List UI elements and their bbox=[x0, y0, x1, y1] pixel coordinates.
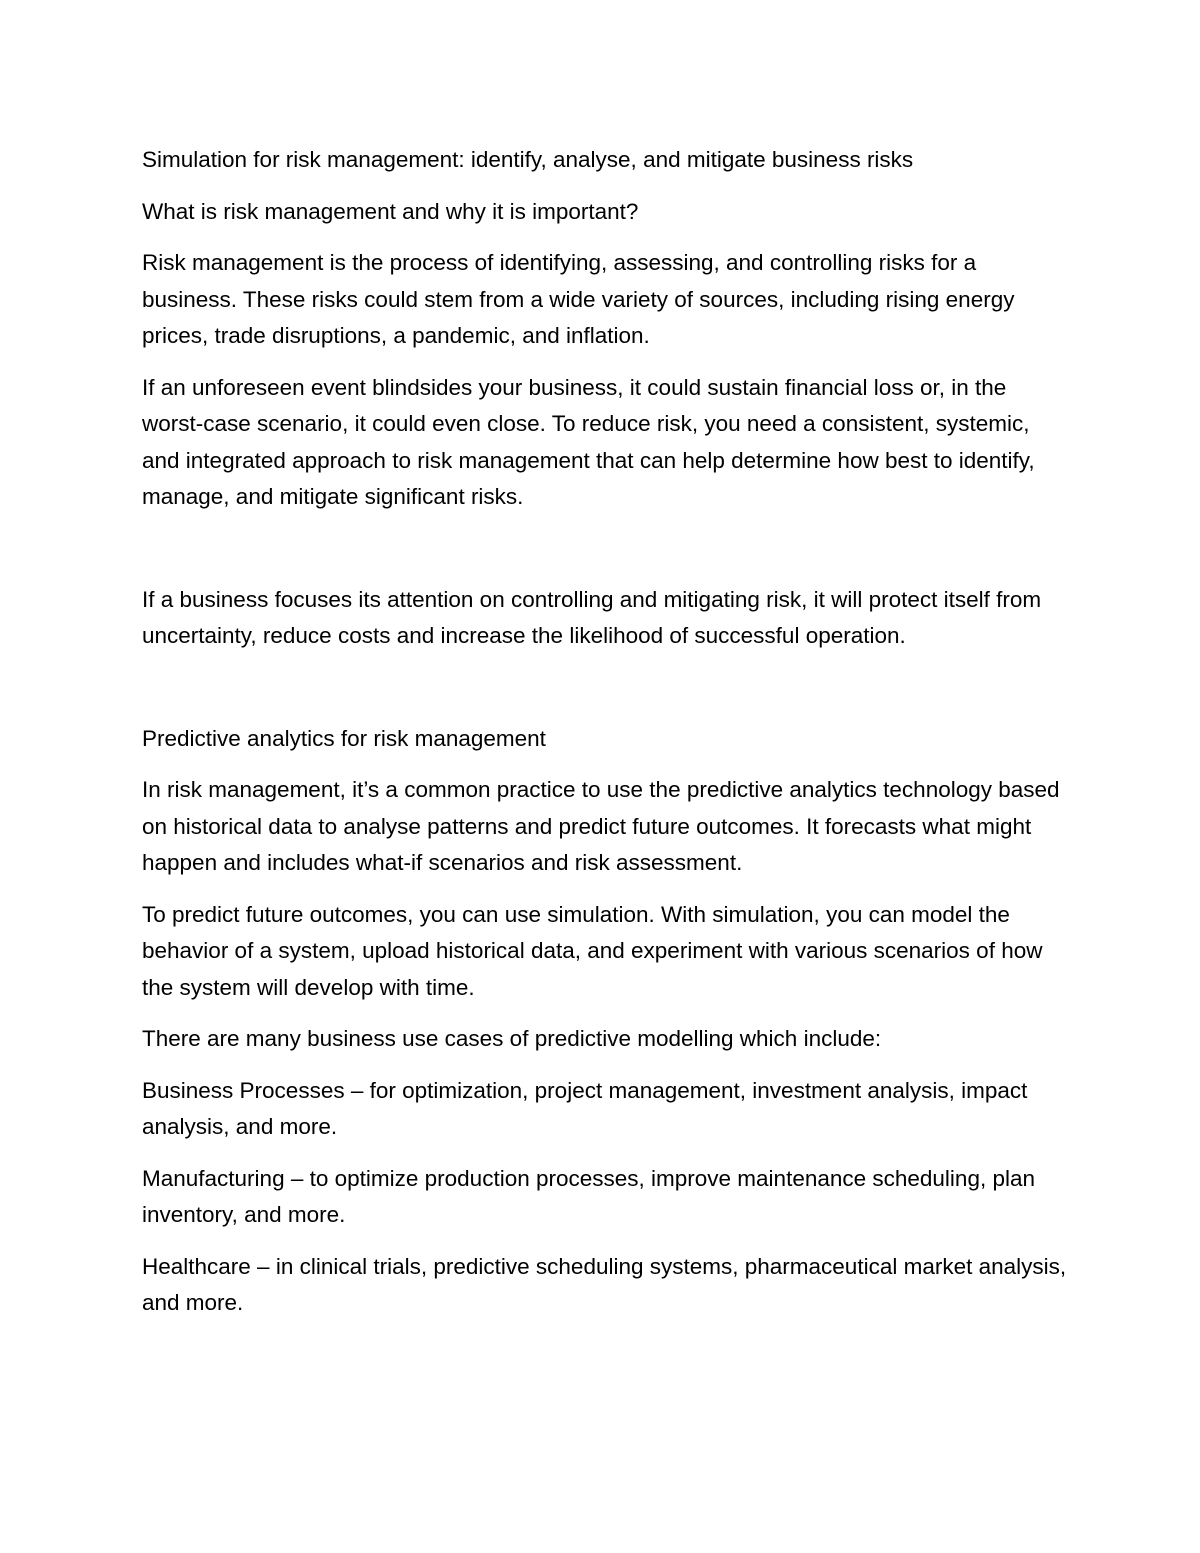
use-case-healthcare: Healthcare – in clinical trials, predictive scheduling systems, pharmaceutical market analysis, and more. bbox=[142, 1253, 1067, 1315]
use-case-business-processes: Business Processes – for optimization, project management, investment analysis, impact analysis, and more. bbox=[142, 1077, 1028, 1139]
section-question: What is risk management and why it is important? bbox=[142, 198, 639, 224]
paragraph-simulation: To predict future outcomes, you can use simulation. With simulation, you can model the behavior of a system, upload historical data, and experiment with various scenarios of how the system will develop with time. bbox=[142, 901, 1043, 1000]
use-case-manufacturing: Manufacturing – to optimize production processes, improve maintenance scheduling, plan inventory, and more. bbox=[142, 1165, 1036, 1227]
heading-predictive-analytics: Predictive analytics for risk management bbox=[142, 725, 546, 751]
paragraph-predictive: In risk management, it’s a common practice to use the predictive analytics technology based on historical data to analyse patterns and predict future outcomes. It forecasts what might happen and includes what-if scenarios and risk assessment. bbox=[142, 777, 1060, 875]
document-body bbox=[142, 142, 1072, 1322]
paragraph-focus: If a business focuses its attention on controlling and mitigating risk, it will protect itself from uncertainty, reduce costs and increase the likelihood of successful operation. bbox=[142, 586, 1042, 648]
paragraph-use-cases-intro: There are many business use cases of predictive modelling which include: bbox=[142, 1026, 882, 1051]
document-title: Simulation for risk management: identify, analyse, and mitigate business risks bbox=[142, 147, 914, 172]
paragraph-definition: Risk management is the process of identifying, assessing, and controlling risks for a business. These risks could stem from a wide variety of sources, including rising energy prices, trade disruptions, a pandemic, and inflation. bbox=[142, 250, 1015, 348]
paragraph-unforeseen: If an unforeseen event blindsides your business, it could sustain financial loss or, in the worst-case scenario, it could even close. To reduce risk, you need a consistent, systemic, and integrated approach to risk management that can help determine how best to identify, manage, and mitigate significant risks. bbox=[142, 374, 1035, 509]
